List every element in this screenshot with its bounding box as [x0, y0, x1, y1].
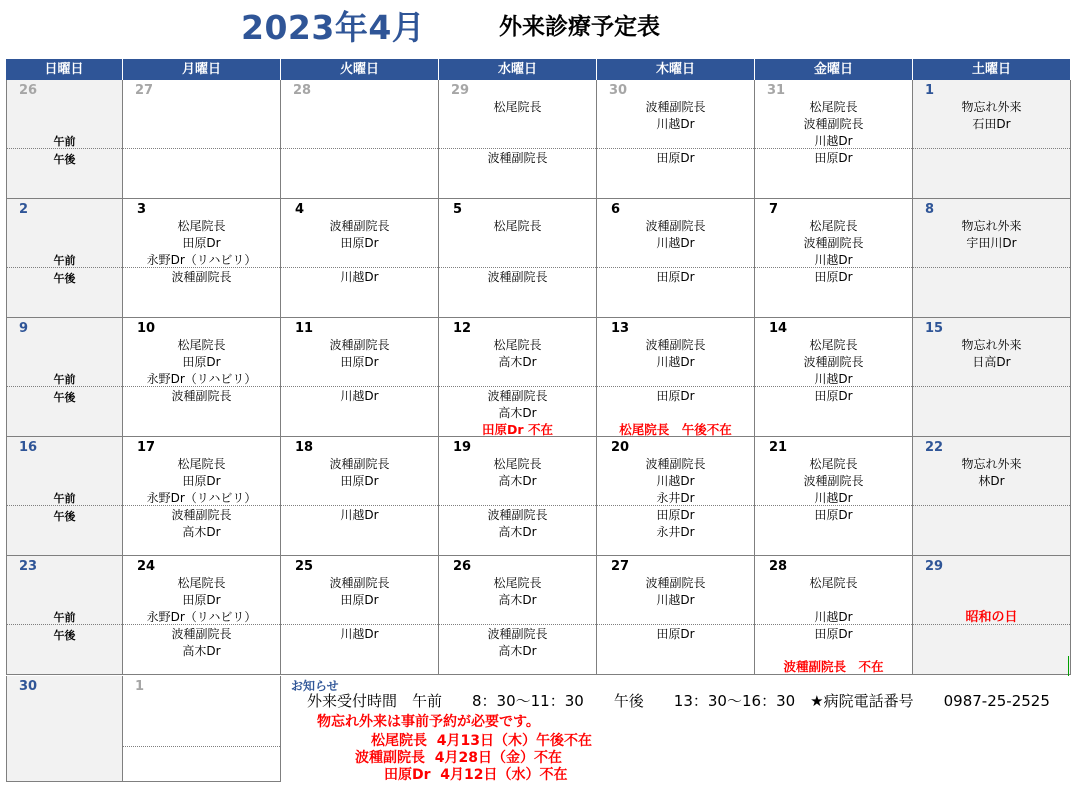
- am-pm-divider: [597, 386, 754, 387]
- morning-schedule: [913, 218, 1070, 252]
- doctor-entry: 物忘れ外来: [961, 219, 1022, 233]
- day-cell-fri: [755, 437, 913, 556]
- doctor-entry: 波種副院長: [171, 508, 232, 522]
- morning-schedule: [123, 456, 280, 507]
- day-cell-thu: [597, 318, 755, 437]
- holiday-label: 昭和の日: [965, 610, 1018, 625]
- morning-schedule: [281, 456, 438, 490]
- notice-title: お知らせ: [291, 679, 339, 693]
- date-number: 30: [19, 679, 38, 694]
- day-cell-sun: [6, 437, 123, 556]
- date-number: 25: [295, 559, 314, 574]
- date-number: 6: [611, 202, 621, 217]
- pm-label: 午後: [53, 391, 76, 404]
- morning-schedule: [755, 99, 912, 150]
- calendar-grid: [6, 59, 1071, 781]
- am-pm-divider: [913, 148, 1070, 149]
- am-pm-divider: [439, 624, 596, 625]
- doctor-entry: 波種副院長: [329, 338, 390, 352]
- doctor-entry: 田原Dr: [656, 151, 695, 165]
- day-cell-wed: [439, 437, 597, 556]
- date-number: 24: [137, 559, 156, 574]
- day-cell-sat: [913, 437, 1071, 556]
- am-pm-divider: [123, 746, 280, 747]
- doctor-entry: 物忘れ外来: [961, 457, 1022, 471]
- day-cell-sun: [6, 199, 123, 318]
- doctor-entry: 永井Dr: [656, 525, 695, 539]
- doctor-entry: 松尾院長: [493, 100, 542, 114]
- am-pm-divider: [439, 505, 596, 506]
- afternoon-schedule: [281, 388, 438, 405]
- am-pm-divider: [439, 267, 596, 268]
- morning-schedule: [913, 456, 1070, 490]
- date-number: 15: [925, 321, 944, 336]
- am-pm-divider: [281, 267, 438, 268]
- am-label: 午前: [53, 254, 76, 267]
- doctor-entry: 波種副院長: [487, 151, 548, 165]
- day-cell-sat: [913, 318, 1071, 437]
- page-title: 2023年4月: [241, 8, 426, 47]
- am-pm-divider: [913, 386, 1070, 387]
- notice-box: [281, 676, 1071, 781]
- doctor-entry: 田原Dr: [656, 627, 695, 641]
- am-label: 午前: [53, 492, 76, 505]
- date-number: 7: [769, 202, 779, 217]
- morning-schedule: [597, 218, 754, 252]
- afternoon-schedule: [439, 388, 596, 422]
- doctor-entry: 川越Dr: [656, 593, 695, 607]
- day-cell-fri: [755, 80, 913, 199]
- morning-schedule: [755, 218, 912, 269]
- date-number: 26: [453, 559, 472, 574]
- date-number: 10: [137, 321, 156, 336]
- doctor-entry: 波種副院長: [487, 389, 548, 403]
- day-cell-sat: [913, 80, 1071, 199]
- date-number: 20: [611, 440, 630, 455]
- day-cell-tue: [281, 80, 439, 199]
- date-number: 14: [769, 321, 788, 336]
- morning-schedule: [439, 218, 596, 235]
- morning-schedule: [281, 218, 438, 252]
- day-cell-sun: [6, 80, 123, 199]
- day-cell-fri: [755, 556, 913, 675]
- day-cell-mon: [123, 556, 281, 675]
- afternoon-schedule: [755, 388, 912, 405]
- doctor-entry: 田原Dr: [814, 627, 853, 641]
- doctor-entry: 川越Dr: [814, 610, 853, 624]
- am-pm-divider: [7, 505, 122, 506]
- doctor-entry: 高木Dr: [498, 355, 537, 369]
- doctor-entry: 波種副院長: [329, 219, 390, 233]
- afternoon-schedule: [439, 269, 596, 286]
- doctor-entry: 松尾院長: [493, 338, 542, 352]
- reception-hours: 外来受付時間 午前 8：30～11：30 午後 13：30～16：30 ★病院電話番号 0987-25-2525: [307, 692, 1050, 710]
- doctor-entry: 田原Dr: [814, 389, 853, 403]
- am-pm-divider: [281, 624, 438, 625]
- doctor-entry: 波種副院長: [803, 117, 864, 131]
- date-number: 19: [453, 440, 472, 455]
- notice-line: 物忘れ外来は事前予約が必要です。: [317, 714, 540, 730]
- am-label: 午前: [53, 611, 76, 624]
- date-number: 27: [135, 83, 154, 98]
- morning-schedule: [439, 456, 596, 490]
- morning-schedule: [597, 575, 754, 609]
- doctor-entry: 波種副院長: [171, 389, 232, 403]
- date-number: 17: [137, 440, 156, 455]
- doctor-entry: 波種副院長: [487, 508, 548, 522]
- doctor-entry: 田原Dr: [340, 593, 379, 607]
- doctor-entry: 宇田川Dr: [966, 236, 1017, 250]
- doctor-entry: 日高Dr: [972, 355, 1011, 369]
- doctor-entry: 田原Dr: [182, 474, 221, 488]
- doctor-entry: 松尾院長: [177, 338, 226, 352]
- morning-schedule: [123, 575, 280, 626]
- doctor-entry: 川越Dr: [814, 134, 853, 148]
- doctor-entry: 波種副院長: [803, 474, 864, 488]
- absence-note: 波種副院長 不在: [783, 659, 884, 674]
- doctor-entry: 石田Dr: [972, 117, 1011, 131]
- doctor-entry: 波種副院長: [329, 457, 390, 471]
- doctor-entry: 松尾院長: [177, 576, 226, 590]
- doctor-entry: 松尾院長: [177, 219, 226, 233]
- date-number: 4: [295, 202, 305, 217]
- doctor-entry: 永野Dr（リハビリ）: [146, 253, 257, 267]
- weekday-header-sat: 土曜日: [913, 59, 1071, 80]
- am-pm-divider: [123, 148, 280, 149]
- pm-label: 午後: [53, 629, 76, 642]
- doctor-entry: 松尾院長: [493, 219, 542, 233]
- doctor-entry: 高木Dr: [498, 593, 537, 607]
- date-number: 16: [19, 440, 38, 455]
- doctor-entry: 松尾院長: [493, 457, 542, 471]
- day-cell-mon: [123, 199, 281, 318]
- doctor-entry: 永井Dr: [656, 491, 695, 505]
- morning-schedule: [123, 337, 280, 388]
- afternoon-schedule: [597, 626, 754, 643]
- doctor-entry: 川越Dr: [340, 389, 379, 403]
- afternoon-schedule: [281, 269, 438, 286]
- doctor-entry: 川越Dr: [340, 508, 379, 522]
- pm-label: 午後: [53, 272, 76, 285]
- afternoon-schedule: [439, 150, 596, 167]
- doctor-entry: 波種副院長: [645, 576, 706, 590]
- doctor-entry: 田原Dr: [814, 151, 853, 165]
- morning-schedule: [597, 99, 754, 133]
- doctor-entry: 波種副院長: [645, 338, 706, 352]
- doctor-entry: 田原Dr: [656, 508, 695, 522]
- doctor-entry: 松尾院長: [809, 219, 858, 233]
- doctor-entry: 高木Dr: [498, 406, 537, 420]
- doctor-entry: 松尾院長: [809, 576, 858, 590]
- date-number: 9: [19, 321, 29, 336]
- am-pm-divider: [7, 386, 122, 387]
- am-pm-divider: [7, 148, 122, 149]
- morning-schedule: [439, 99, 596, 116]
- pm-label: 午後: [53, 153, 76, 166]
- am-pm-divider: [597, 267, 754, 268]
- date-number: 29: [451, 83, 470, 98]
- doctor-entry: 高木Dr: [182, 525, 221, 539]
- doctor-entry: 川越Dr: [814, 253, 853, 267]
- afternoon-schedule: [281, 507, 438, 524]
- doctor-entry: 波種副院長: [803, 236, 864, 250]
- doctor-entry: 松尾院長: [809, 457, 858, 471]
- date-number: 28: [293, 83, 312, 98]
- morning-schedule: [281, 575, 438, 609]
- doctor-entry: 田原Dr: [656, 270, 695, 284]
- doctor-entry: 高木Dr: [498, 525, 537, 539]
- afternoon-schedule: [439, 626, 596, 660]
- date-number: 28: [769, 559, 788, 574]
- page-subtitle: 外来診療予定表: [499, 14, 660, 40]
- date-number: 1: [925, 83, 935, 98]
- afternoon-schedule: [597, 269, 754, 286]
- day-cell-fri: [755, 318, 913, 437]
- day-cell-wed: [439, 318, 597, 437]
- doctor-entry: 高木Dr: [182, 644, 221, 658]
- doctor-entry: 川越Dr: [656, 474, 695, 488]
- morning-schedule: [755, 456, 912, 507]
- doctor-entry: 高木Dr: [498, 644, 537, 658]
- am-label: 午前: [53, 135, 76, 148]
- afternoon-schedule: [597, 507, 754, 541]
- day-cell-thu: [597, 437, 755, 556]
- date-number: 27: [611, 559, 630, 574]
- doctor-entry: 永野Dr（リハビリ）: [146, 372, 257, 386]
- am-pm-divider: [913, 267, 1070, 268]
- doctor-entry: [755, 592, 912, 609]
- doctor-entry: 田原Dr: [340, 236, 379, 250]
- date-number: 29: [925, 559, 944, 574]
- morning-schedule: [439, 575, 596, 609]
- date-number: 18: [295, 440, 314, 455]
- morning-schedule: [439, 337, 596, 371]
- day-cell-tue: [281, 556, 439, 675]
- am-label: 午前: [53, 373, 76, 386]
- day-cell-mon: [123, 318, 281, 437]
- morning-schedule: [913, 99, 1070, 133]
- day-cell-wed: [439, 80, 597, 199]
- doctor-entry: 田原Dr: [340, 474, 379, 488]
- doctor-entry: 田原Dr: [656, 389, 695, 403]
- afternoon-schedule: [755, 150, 912, 167]
- morning-schedule: [597, 456, 754, 507]
- doctor-entry: 松尾院長: [809, 338, 858, 352]
- weekday-header-fri: 金曜日: [755, 59, 913, 80]
- date-number: 12: [453, 321, 472, 336]
- afternoon-schedule: [439, 507, 596, 541]
- day-cell-tue: [281, 318, 439, 437]
- doctor-entry: 川越Dr: [340, 270, 379, 284]
- doctor-entry: 田原Dr: [814, 508, 853, 522]
- day-cell-wed: [439, 556, 597, 675]
- doctor-entry: 永野Dr（リハビリ）: [146, 610, 257, 624]
- afternoon-schedule: [123, 388, 280, 405]
- am-pm-divider: [281, 148, 438, 149]
- am-pm-divider: [439, 386, 596, 387]
- afternoon-schedule: [123, 269, 280, 286]
- weekday-header-tue: 火曜日: [281, 59, 439, 80]
- doctor-entry: 波種副院長: [171, 270, 232, 284]
- day-cell-mon: [123, 80, 281, 199]
- am-pm-divider: [597, 624, 754, 625]
- doctor-entry: 波種副院長: [329, 576, 390, 590]
- doctor-entry: 川越Dr: [656, 236, 695, 250]
- afternoon-schedule: [597, 388, 754, 405]
- doctor-entry: 松尾院長: [809, 100, 858, 114]
- weekday-header-wed: 水曜日: [439, 59, 597, 80]
- absence-note: 田原Dr 不在: [482, 422, 553, 437]
- doctor-entry: 川越Dr: [340, 627, 379, 641]
- cell-cursor-mark: [1068, 656, 1072, 676]
- day-cell-thu: [597, 199, 755, 318]
- doctor-entry: 田原Dr: [182, 355, 221, 369]
- am-pm-divider: [7, 624, 122, 625]
- day-cell-tue: [281, 199, 439, 318]
- doctor-entry: 波種副院長: [487, 270, 548, 284]
- afternoon-schedule: [123, 626, 280, 660]
- doctor-entry: 波種副院長: [803, 355, 864, 369]
- doctor-entry: 川越Dr: [814, 491, 853, 505]
- am-pm-divider: [597, 148, 754, 149]
- am-pm-divider: [281, 505, 438, 506]
- date-number: 1: [135, 679, 145, 694]
- pm-label: 午後: [53, 510, 76, 523]
- afternoon-schedule: [597, 150, 754, 167]
- doctor-entry: 物忘れ外来: [961, 100, 1022, 114]
- absence-note: 松尾院長 午後不在: [619, 422, 732, 437]
- am-pm-divider: [281, 386, 438, 387]
- day-cell-fri: [755, 199, 913, 318]
- doctor-entry: 松尾院長: [177, 457, 226, 471]
- notice-line: 松尾院長 4月13日（木）午後不在: [371, 733, 592, 749]
- weekday-header-thu: 木曜日: [597, 59, 755, 80]
- notice-line: 波種副院長 4月28日（金）不在: [355, 750, 562, 766]
- morning-schedule: [755, 575, 912, 626]
- morning-schedule: [597, 337, 754, 371]
- doctor-entry: 川越Dr: [814, 372, 853, 386]
- weekday-header-sun: 日曜日: [6, 59, 123, 80]
- date-number: 30: [609, 83, 628, 98]
- doctor-entry: 林Dr: [978, 474, 1005, 488]
- doctor-entry: 松尾院長: [493, 576, 542, 590]
- morning-schedule: [913, 337, 1070, 371]
- date-number: 31: [767, 83, 786, 98]
- day-cell-sun: [6, 318, 123, 437]
- afternoon-schedule: [281, 626, 438, 643]
- doctor-entry: 川越Dr: [656, 117, 695, 131]
- day-cell-thu: [597, 556, 755, 675]
- day-cell-sat: [913, 556, 1071, 675]
- afternoon-schedule: [755, 626, 912, 643]
- morning-schedule: [123, 218, 280, 269]
- date-number: 11: [295, 321, 314, 336]
- date-number: 5: [453, 202, 463, 217]
- doctor-entry: 波種副院長: [487, 627, 548, 641]
- weekday-header-mon: 月曜日: [123, 59, 281, 80]
- doctor-entry: 波種副院長: [171, 627, 232, 641]
- day-cell-thu: [597, 80, 755, 199]
- day-cell-mon: [123, 676, 281, 782]
- date-number: 23: [19, 559, 38, 574]
- notice-line: 田原Dr 4月12日（水）不在: [384, 767, 568, 783]
- date-number: 13: [611, 321, 630, 336]
- doctor-entry: 田原Dr: [814, 270, 853, 284]
- doctor-entry: 田原Dr: [340, 355, 379, 369]
- day-cell-sat: [913, 199, 1071, 318]
- doctor-entry: 波種副院長: [645, 457, 706, 471]
- day-cell-sun: [6, 676, 123, 782]
- doctor-entry: 川越Dr: [656, 355, 695, 369]
- day-cell-mon: [123, 437, 281, 556]
- doctor-entry: 波種副院長: [645, 100, 706, 114]
- am-pm-divider: [913, 505, 1070, 506]
- date-number: 2: [19, 202, 29, 217]
- am-pm-divider: [7, 267, 122, 268]
- morning-schedule: [281, 337, 438, 371]
- day-cell-tue: [281, 437, 439, 556]
- doctor-entry: 物忘れ外来: [961, 338, 1022, 352]
- afternoon-schedule: [123, 507, 280, 541]
- date-number: 8: [925, 202, 935, 217]
- am-pm-divider: [439, 148, 596, 149]
- doctor-entry: 田原Dr: [182, 236, 221, 250]
- date-number: 21: [769, 440, 788, 455]
- date-number: 26: [19, 83, 38, 98]
- doctor-entry: 田原Dr: [182, 593, 221, 607]
- day-cell-wed: [439, 199, 597, 318]
- doctor-entry: 波種副院長: [645, 219, 706, 233]
- day-cell-sun: [6, 556, 123, 675]
- doctor-entry: 高木Dr: [498, 474, 537, 488]
- date-number: 22: [925, 440, 944, 455]
- afternoon-schedule: [755, 507, 912, 524]
- date-number: 3: [137, 202, 147, 217]
- doctor-entry: 永野Dr（リハビリ）: [146, 491, 257, 505]
- morning-schedule: [755, 337, 912, 388]
- afternoon-schedule: [755, 269, 912, 286]
